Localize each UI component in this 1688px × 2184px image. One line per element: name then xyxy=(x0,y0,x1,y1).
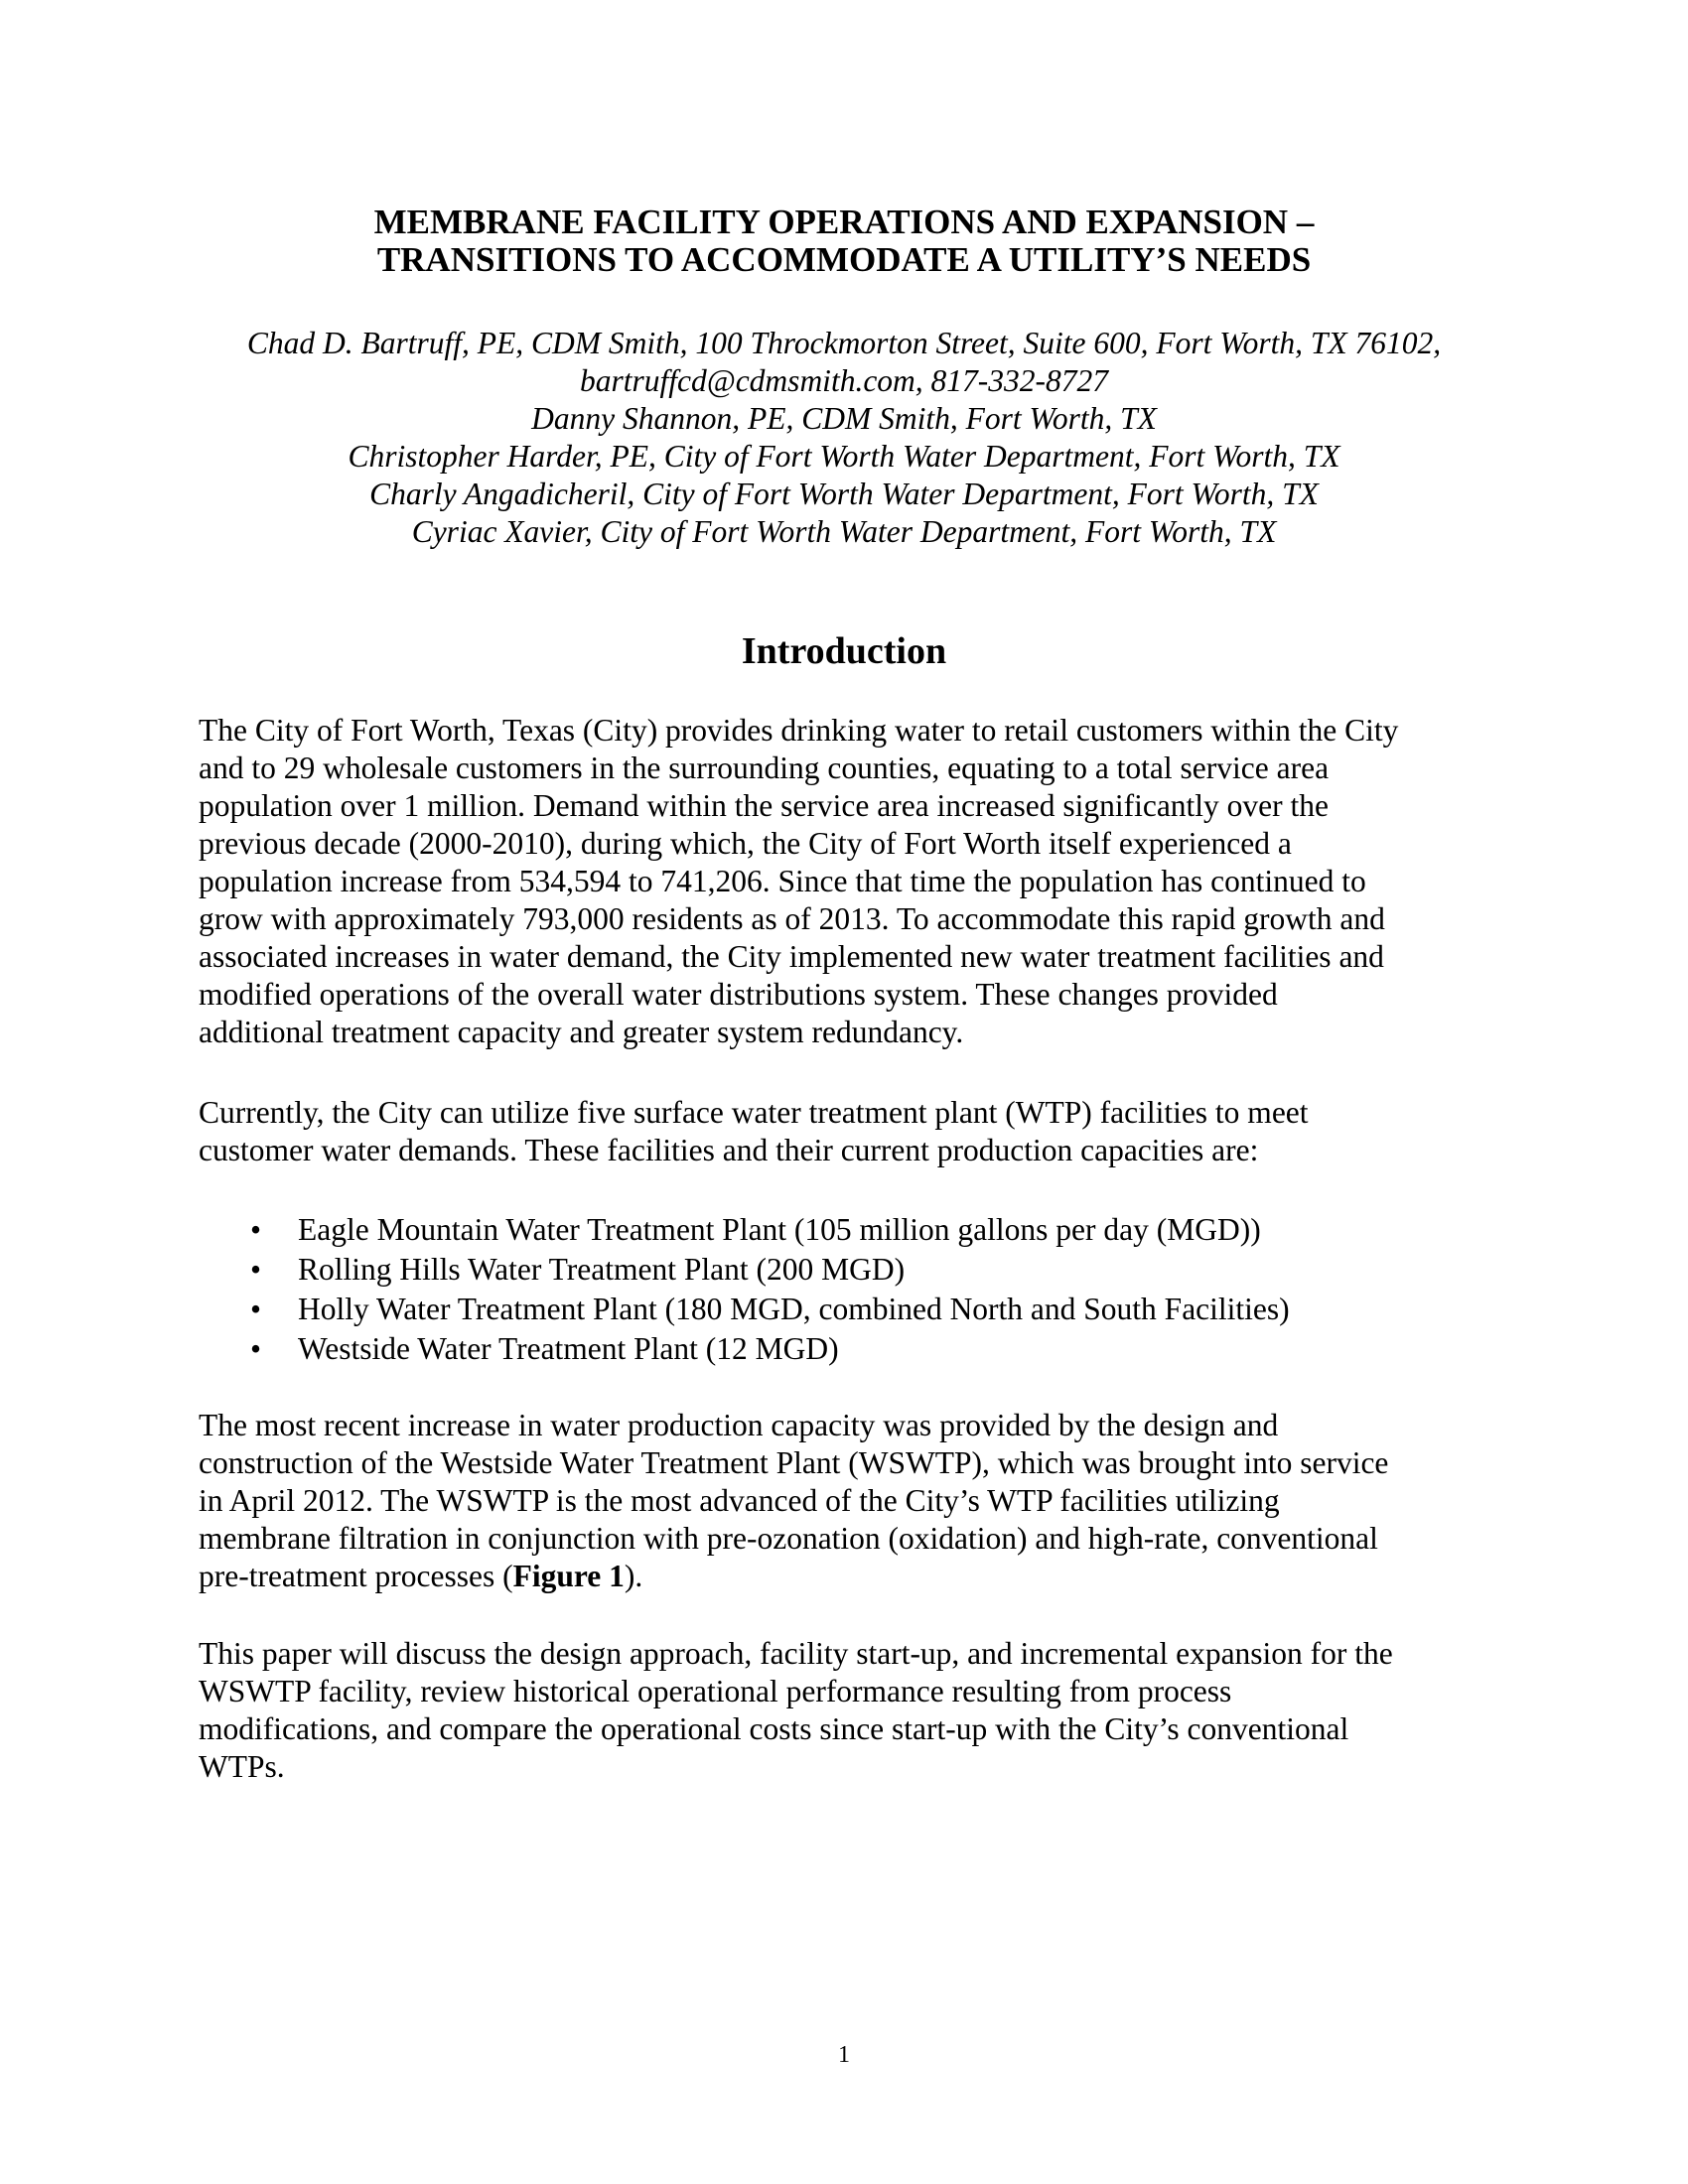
list-item-text: Westside Water Treatment Plant (12 MGD) xyxy=(298,1331,839,1366)
paragraph-line: Currently, the City can utilize five surface water treatment plant (WTP) facilities to meet xyxy=(199,1095,1309,1130)
paragraph-line: grow with approximately 793,000 residents as of 2013. To accommodate this rapid growth and xyxy=(199,901,1385,936)
paragraph-text: ). xyxy=(624,1559,643,1593)
title-line-2: TRANSITIONS TO ACCOMMODATE A UTILITY’S NEEDS xyxy=(376,240,1312,279)
paragraph-line: population over 1 million. Demand within the service area increased significantly over the xyxy=(199,788,1330,823)
paragraph-line: customer water demands. These facilities and their current production capacities are: xyxy=(199,1133,1259,1167)
paragraph-line: associated increases in water demand, the City implemented new water treatment facilities and xyxy=(199,939,1384,974)
title-line-1: MEMBRANE FACILITY OPERATIONS AND EXPANSION – xyxy=(373,203,1315,241)
paragraph-line: modifications, and compare the operational costs since start-up with the City’s conventional xyxy=(199,1711,1349,1746)
paragraph-line: in April 2012. The WSWTP is the most advanced of the City’s WTP facilities utilizing xyxy=(199,1483,1280,1518)
paragraph-line: construction of the Westside Water Treatment Plant (WSWTP), which was brought into service xyxy=(199,1445,1389,1480)
paragraph-line: population increase from 534,594 to 741,206. Since that time the population has continued to xyxy=(199,864,1366,898)
list-item-text: Holly Water Treatment Plant (180 MGD, combined North and South Facilities) xyxy=(298,1292,1290,1326)
author-line-4: Charly Angadicheril, City of Fort Worth Water Department, Fort Worth, TX xyxy=(369,477,1319,511)
figure-reference: Figure 1 xyxy=(512,1559,625,1593)
bullet-icon: • xyxy=(250,1252,262,1287)
paragraph-line: modified operations of the overall water distributions system. These changes provided xyxy=(199,977,1278,1012)
bullet-icon: • xyxy=(250,1292,262,1326)
paragraph-text: pre-treatment processes ( xyxy=(199,1559,513,1593)
paragraph-line xyxy=(199,1561,642,1592)
paragraph-line: previous decade (2000-2010), during which, the City of Fort Worth itself experienced a xyxy=(199,826,1292,861)
author-line-1: Chad D. Bartruff, PE, CDM Smith, 100 Throckmorton Street, Suite 600, Fort Worth, TX 76102, xyxy=(246,326,1442,360)
author-line-2: Danny Shannon, PE, CDM Smith, Fort Worth, TX xyxy=(531,401,1157,436)
author-line-5: Cyriac Xavier, City of Fort Worth Water Department, Fort Worth, TX xyxy=(411,514,1277,549)
paragraph-line: This paper will discuss the design approach, facility start-up, and incremental expansion for the xyxy=(199,1636,1393,1671)
section-heading-introduction: Introduction xyxy=(741,630,947,672)
author-contact-line: bartruffcd@cdmsmith.com, 817-332-8727 xyxy=(579,363,1109,398)
paragraph-line: additional treatment capacity and greater system redundancy. xyxy=(199,1015,964,1049)
page-number: 1 xyxy=(838,2042,850,2068)
paragraph-line: and to 29 wholesale customers in the surrounding counties, equating to a total service area xyxy=(199,751,1330,785)
paragraph-line: membrane filtration in conjunction with pre-ozonation (oxidation) and high-rate, conventional xyxy=(199,1521,1378,1556)
list-item-text: Rolling Hills Water Treatment Plant (200 MGD) xyxy=(298,1252,906,1287)
paragraph-line: WTPs. xyxy=(199,1749,285,1784)
paragraph-line: The most recent increase in water production capacity was provided by the design and xyxy=(199,1408,1279,1442)
bullet-icon: • xyxy=(250,1212,262,1247)
paragraph-line: WSWTP facility, review historical operational performance resulting from process xyxy=(199,1674,1232,1708)
list-item-text: Eagle Mountain Water Treatment Plant (105 million gallons per day (MGD)) xyxy=(298,1212,1261,1247)
bullet-icon: • xyxy=(250,1331,262,1366)
paragraph-line: The City of Fort Worth, Texas (City) provides drinking water to retail customers within the City xyxy=(199,713,1399,748)
author-line-3: Christopher Harder, PE, City of Fort Worth Water Department, Fort Worth, TX xyxy=(348,439,1340,474)
